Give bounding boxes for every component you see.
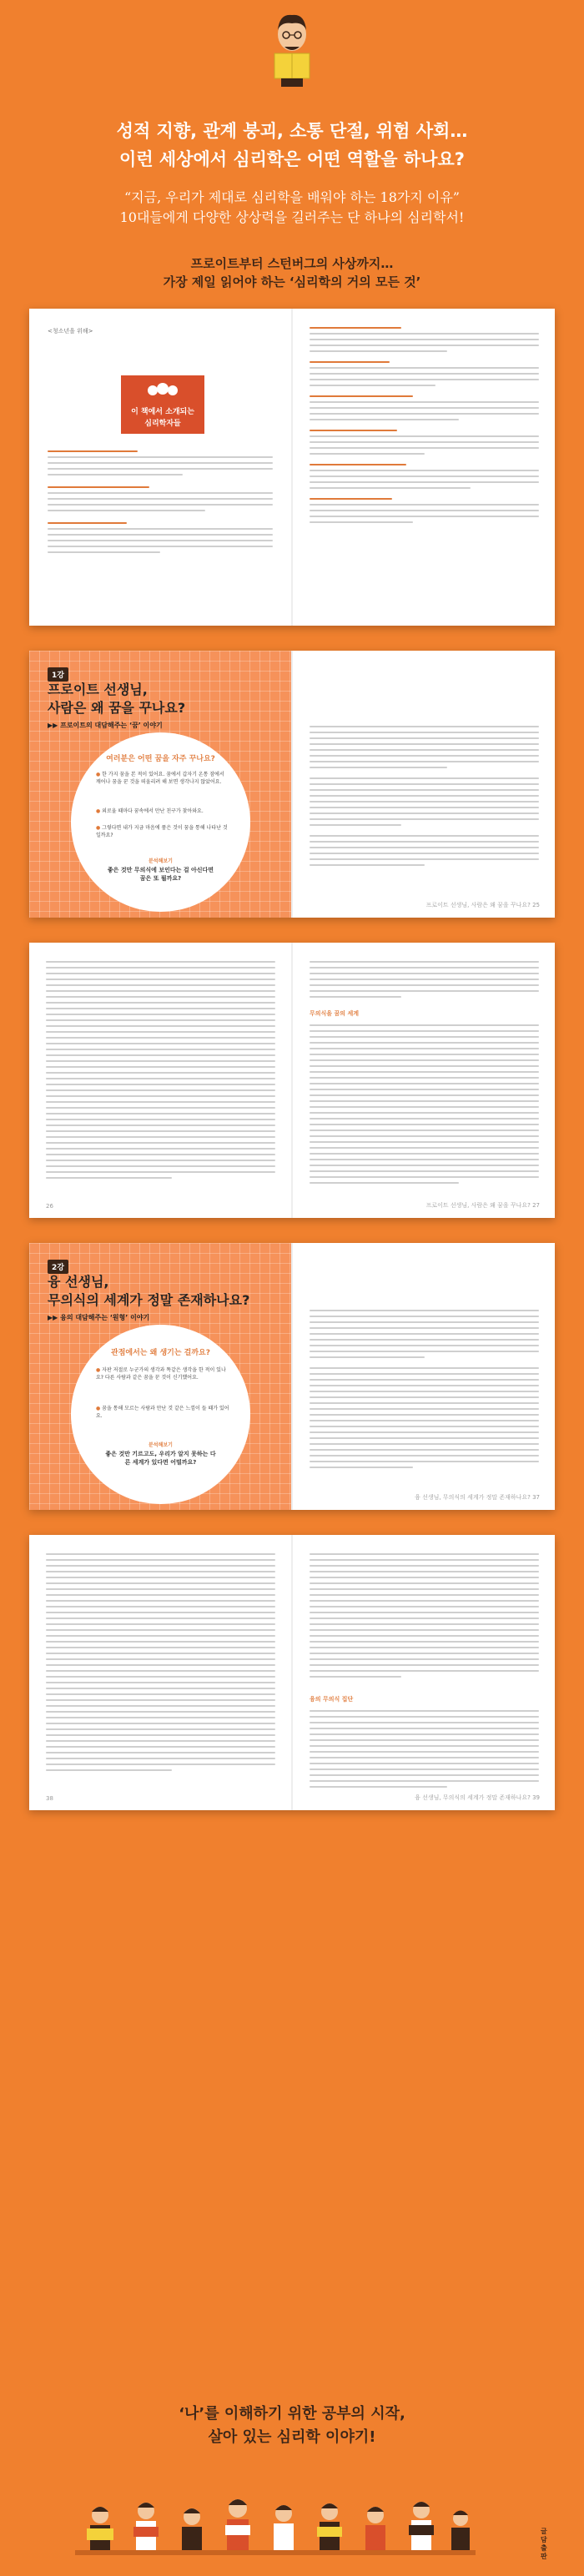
publisher-logo: 글담출판 (541, 2528, 547, 2560)
question-circle (71, 1325, 250, 1504)
chapter-title-line-2: 무의식의 세계가 정말 존재하나요? (48, 1292, 250, 1308)
question-circle (71, 732, 250, 912)
chapter-subtitle: ▶▶ 융의 대담해주는 ‘원형’ 이야기 (48, 1314, 150, 1321)
page-number: 프로이트 선생님, 사람은 왜 꿈을 꾸나요? 25 (425, 902, 540, 908)
psychologist-list-right (310, 327, 539, 527)
body-text (310, 1553, 539, 1682)
chapter-title-line-1: 융 선생님, (48, 1274, 109, 1290)
page-number: 26 (46, 1203, 53, 1210)
main-headline (33, 117, 551, 174)
psychologist-list-left (48, 450, 273, 557)
closing-line-2: 살아 있는 심리학 이야기! (208, 2428, 376, 2446)
book-spread-contents (29, 309, 555, 626)
psychologists-box (121, 375, 204, 434)
freud-opener-left (29, 651, 291, 918)
book-spread-freud-body (29, 943, 555, 1218)
circle-item: ● 꿈을 통해 모르는 사람과 만난 것 같은 느낌이 들 때가 있어요. (96, 1406, 229, 1419)
body-text (310, 1310, 539, 1472)
circle-question: 관점에서는 왜 생기는 걸까요? (111, 1349, 210, 1357)
answer-label: 분석해보기 (149, 858, 173, 864)
box-line-1: 이 책에서 소개되는 (131, 408, 194, 416)
headline-line-1: 성적 지향, 관계 붕괴, 소통 단절, 위험 사회… (116, 121, 468, 141)
chapter-title (48, 681, 185, 717)
chapter-title-line-2: 사람은 왜 꿈을 꾸나요? (48, 700, 186, 716)
page-number: 융 선생님, 무의식의 세계가 정말 존재하나요? 39 (415, 1794, 540, 1801)
spread-left-page (29, 309, 291, 626)
students-group-illustration (75, 2482, 476, 2565)
freud-body-right (293, 943, 555, 1218)
jung-body-left (29, 1535, 291, 1810)
closing-headline (33, 2402, 551, 2449)
circle-item: ● 그렇다면 내가 지금 마음에 품은 것이 꿈을 통해 나타난 것일까요? (96, 825, 228, 838)
circle-item: ● 자판 저절로 누군가의 생각과 똑같은 생각을 한 적이 있나요? 다른 사람과 같은 꿈을 꾼 것이 신기했어요. (96, 1367, 226, 1381)
portraits-icon (146, 380, 179, 402)
circle-item: ● 외로울 때마다 꿈속에서 만난 친구가 찾아와요. (96, 808, 204, 814)
chapter-tag: 2강 (48, 1260, 68, 1274)
section-heading: 융의 무의식 집단 (310, 1696, 354, 1703)
jung-opener-right (293, 1243, 555, 1510)
body-text (310, 726, 539, 870)
spread-right-page (293, 309, 555, 626)
section-heading: 무의식을 꿈의 세계 (310, 1010, 359, 1017)
body-text (310, 961, 539, 1002)
book-spread-jung-body (29, 1535, 555, 1810)
chapter-subtitle: ▶▶ 프로이트의 대담해주는 ‘꿈’ 이야기 (48, 722, 163, 729)
answer-text: 좋은 것만 무의식에 보인다는 걸 아신다면 꿈은 또 뭘까요? (107, 867, 214, 882)
circle-question: 여러분은 어떤 꿈을 자주 꾸나요? (106, 755, 215, 763)
circle-answer (71, 858, 250, 883)
chapter-title-line-1: 프로이트 선생님, (48, 682, 148, 697)
reading-mascot-illustration (263, 5, 321, 88)
sub-headline (33, 254, 551, 291)
circle-answer (71, 1441, 250, 1467)
box-line-2: 심리학자들 (144, 420, 181, 428)
page-number: 융 선생님, 무의식의 세계가 정말 존재하나요? 37 (415, 1494, 540, 1501)
running-head: <청소년을 위해> (48, 328, 93, 335)
closing-line-1: ‘나’를 이해하기 위한 공부의 시작, (179, 2405, 405, 2423)
jung-opener-left (29, 1243, 291, 1510)
chapter-title (48, 1273, 249, 1310)
headline-line-2: 이런 세상에서 심리학은 어떤 역할을 하나요? (119, 149, 465, 169)
page-number: 프로이트 선생님, 사람은 왜 꿈을 꾸나요? 27 (425, 1202, 540, 1209)
freud-body-left (29, 943, 291, 1218)
sub-line-2: 가장 제일 읽어야 하는 ‘심리학의 거의 모든 것’ (163, 274, 421, 289)
quote-line-1: “지금, 우리가 제대로 심리학을 배워야 하는 18가지 이유” (124, 189, 460, 205)
freud-opener-right (293, 651, 555, 918)
quote-line-2: 10대들에게 다양한 상상력을 길러주는 단 하나의 심리학서! (119, 209, 465, 225)
page-number: 38 (46, 1795, 53, 1802)
body-text (46, 1553, 275, 1775)
book-spread-jung-opener (29, 1243, 555, 1510)
sub-line-1: 프로이트부터 스턴버그의 사상까지… (190, 256, 394, 271)
answer-label: 분석해보기 (149, 1442, 173, 1448)
quote-block (33, 188, 551, 228)
body-text (310, 1710, 539, 1792)
answer-text: 좋은 것만 기르고도, 우리가 알지 못하는 다른 세계가 있다면 어떨까요? (105, 1451, 216, 1466)
circle-item: ● 한 가지 꿈을 본 적이 있어요. 꿈에서 갑자기 온통 잠에서 깨어나 꿈을 꾼 것을 떠올리려 해 보면 생각나지 않았어요. (96, 772, 224, 785)
body-text (310, 1024, 539, 1188)
body-text (46, 961, 275, 1183)
chapter-tag: 1강 (48, 667, 68, 682)
jung-body-right (293, 1535, 555, 1810)
book-spread-freud-opener (29, 651, 555, 918)
